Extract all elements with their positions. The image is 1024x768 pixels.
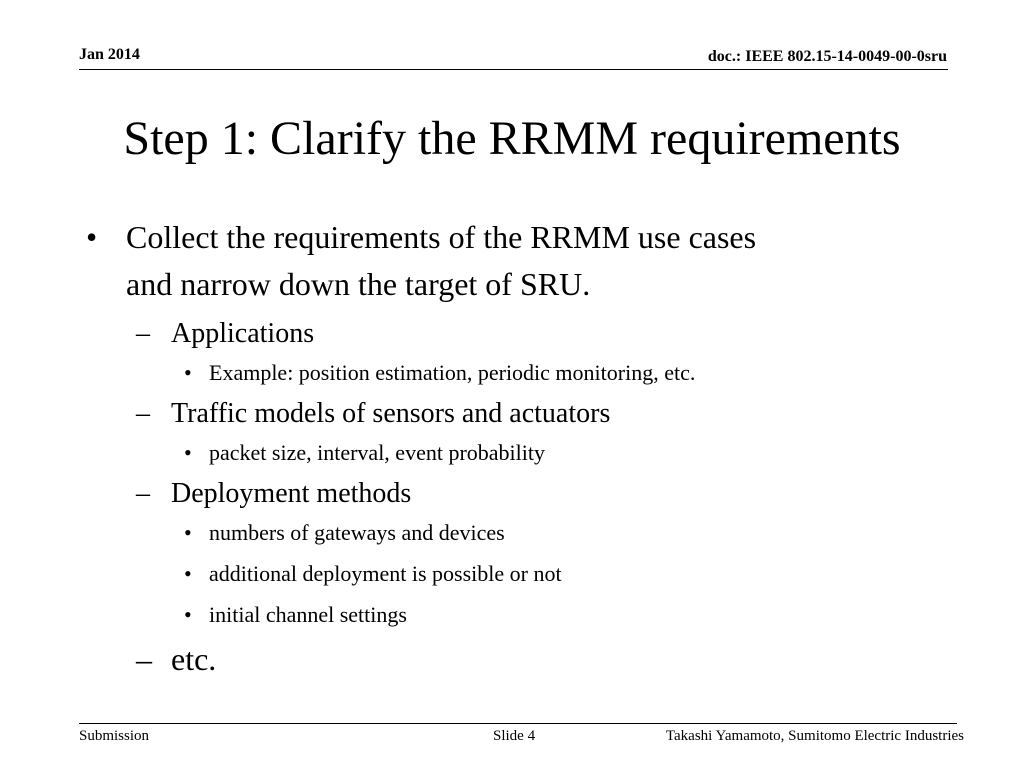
detail-text: packet size, interval, event probability	[209, 440, 545, 465]
detail-item	[86, 357, 946, 388]
sub-item-label: etc.	[171, 641, 217, 677]
header-date: Jan 2014	[79, 46, 140, 63]
dash-marker: –	[136, 318, 150, 349]
sub-item-deployment-methods	[86, 474, 946, 514]
bullet-marker: •	[184, 360, 192, 385]
dash-marker: –	[136, 641, 152, 677]
sub-item-etc	[86, 638, 946, 680]
sub-item-applications	[86, 314, 946, 354]
bullet-marker: •	[184, 440, 192, 465]
main-bullet-line-1: Collect the requirements of the RRMM use cases	[126, 219, 757, 255]
sub-item-label: Applications	[171, 318, 315, 349]
sub-item-label: Traffic models of sensors and actuators	[171, 398, 611, 429]
header-divider	[79, 69, 948, 70]
footer-submission: Submission	[79, 728, 150, 744]
header-doc-id: doc.: IEEE 802.15-14-0049-00-0sru	[707, 48, 947, 65]
bullet-marker: •	[86, 219, 98, 255]
bullet-marker: •	[184, 520, 192, 545]
detail-text: numbers of gateways and devices	[209, 520, 505, 545]
detail-text: Example: position estimation, periodic monitoring, etc.	[209, 360, 696, 385]
footer-divider	[79, 723, 957, 724]
detail-item	[86, 437, 946, 468]
sub-item-traffic-models	[86, 394, 946, 434]
detail-item	[86, 599, 946, 630]
detail-item	[86, 517, 946, 548]
slide-title: Step 1: Clarify the RRMM requirements	[123, 112, 901, 165]
footer-author: Takashi Yamamoto, Sumitomo Electric Industries	[665, 728, 964, 744]
bullet-marker: •	[184, 602, 192, 627]
detail-item	[86, 558, 946, 589]
dash-marker: –	[136, 398, 150, 429]
dash-marker: –	[136, 478, 150, 509]
slide-body	[86, 214, 946, 680]
footer-slide-number: Slide 4	[493, 728, 536, 744]
main-bullet	[86, 214, 946, 308]
detail-text: additional deployment is possible or not	[209, 561, 562, 586]
main-bullet-line-2: and narrow down the target of SRU.	[126, 266, 591, 302]
detail-text: initial channel settings	[209, 602, 407, 627]
sub-item-label: Deployment methods	[171, 478, 412, 509]
bullet-marker: •	[184, 561, 192, 586]
